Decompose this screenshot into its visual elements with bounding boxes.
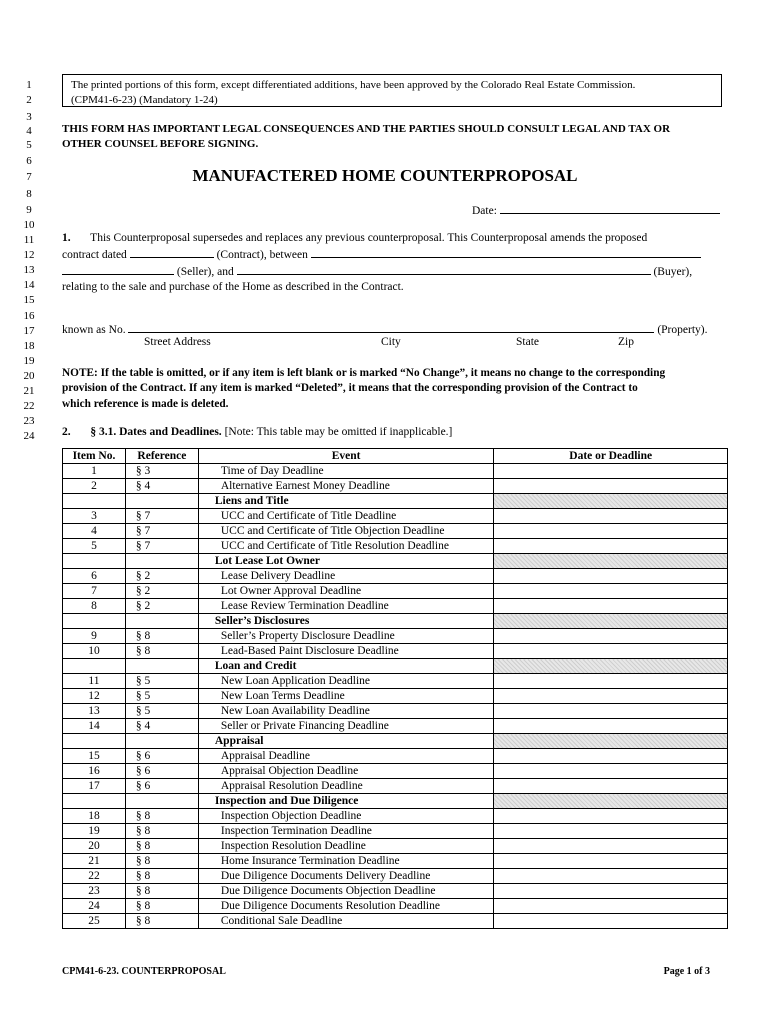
item-no-cell: 17 — [63, 779, 126, 794]
dates-deadlines-table — [62, 448, 728, 929]
table-row — [63, 899, 728, 914]
line-number: 20 — [23, 370, 35, 382]
table-row — [63, 704, 728, 719]
seller-name-field-2[interactable] — [62, 263, 174, 275]
shaded-cell — [494, 659, 728, 674]
section-heading-cell: Loan and Credit — [198, 659, 494, 674]
item-no-cell — [63, 494, 126, 509]
line-number: 1 — [26, 79, 32, 91]
section-1-line-1 — [62, 231, 728, 246]
known-as-label: known as No. — [62, 324, 126, 336]
line-number: 16 — [23, 310, 35, 322]
item-no-cell: 14 — [63, 719, 126, 734]
table-section-row — [63, 794, 728, 809]
line-number: 21 — [23, 385, 35, 397]
line-number: 13 — [23, 264, 35, 276]
event-cell: New Loan Terms Deadline — [198, 689, 494, 704]
reference-cell: § 5 — [125, 689, 198, 704]
date-deadline-cell[interactable] — [494, 464, 728, 479]
section-heading-cell: Liens and Title — [198, 494, 494, 509]
item-no-cell: 19 — [63, 824, 126, 839]
property-address-field[interactable] — [128, 321, 654, 333]
buyer-label: (Buyer), — [653, 266, 693, 278]
section-1-text: This Counterproposal supersedes and replaces any previous counterproposal. This Counterproposal amends the proposed — [90, 232, 648, 244]
section-heading-cell: Lot Lease Lot Owner — [198, 554, 494, 569]
section-2-note-label: [Note: — [224, 426, 254, 438]
seller-name-field-1[interactable] — [311, 246, 701, 258]
line-number: 22 — [23, 400, 35, 412]
reference-cell: § 6 — [125, 779, 198, 794]
item-no-cell — [63, 794, 126, 809]
reference-cell: § 2 — [125, 599, 198, 614]
item-no-cell: 9 — [63, 629, 126, 644]
event-cell: Appraisal Resolution Deadline — [198, 779, 494, 794]
event-cell: Due Diligence Documents Resolution Deadline — [198, 899, 494, 914]
event-cell: UCC and Certificate of Title Resolution Deadline — [198, 539, 494, 554]
header-event: Event — [198, 449, 494, 464]
reference-cell: § 5 — [125, 704, 198, 719]
table-row — [63, 599, 728, 614]
item-no-cell: 18 — [63, 809, 126, 824]
item-no-cell: 8 — [63, 599, 126, 614]
date-field[interactable] — [500, 202, 720, 214]
reference-cell — [125, 794, 198, 809]
reference-cell — [125, 659, 198, 674]
table-row — [63, 629, 728, 644]
table-row — [63, 584, 728, 599]
reference-cell: § 4 — [125, 479, 198, 494]
item-no-cell — [63, 554, 126, 569]
date-deadline-cell[interactable] — [494, 479, 728, 494]
section-1-line-3 — [62, 263, 728, 280]
header-date-deadline: Date or Deadline — [494, 449, 728, 464]
date-deadline-cell[interactable] — [494, 674, 728, 689]
line-number: 3 — [26, 111, 32, 123]
section-heading-cell: Appraisal — [198, 734, 494, 749]
zip-label: Zip — [618, 336, 634, 348]
item-no-cell: 25 — [63, 914, 126, 929]
reference-cell: § 8 — [125, 839, 198, 854]
line-number: 7 — [26, 171, 32, 183]
contract-date-field[interactable] — [130, 246, 214, 258]
reference-cell: § 8 — [125, 644, 198, 659]
item-no-cell: 11 — [63, 674, 126, 689]
note-block — [62, 366, 728, 412]
line-number: 18 — [23, 340, 35, 352]
event-cell: Due Diligence Documents Delivery Deadline — [198, 869, 494, 884]
event-cell: Lease Review Termination Deadline — [198, 599, 494, 614]
section-1-line-2 — [62, 246, 728, 263]
property-label: (Property). — [657, 324, 708, 336]
date-line — [472, 202, 720, 217]
section-heading-cell: Inspection and Due Diligence — [198, 794, 494, 809]
line-number: 4 — [26, 125, 32, 137]
item-no-cell — [63, 734, 126, 749]
section-1 — [62, 231, 728, 295]
footer-form-id: CPM41-6-23. COUNTERPROPOSAL — [62, 966, 226, 977]
line-number: 10 — [23, 219, 35, 231]
line-number: 12 — [23, 249, 35, 261]
table-section-row — [63, 659, 728, 674]
reference-cell: § 7 — [125, 539, 198, 554]
item-no-cell: 4 — [63, 524, 126, 539]
date-deadline-cell[interactable] — [494, 524, 728, 539]
event-cell: Seller or Private Financing Deadline — [198, 719, 494, 734]
table-row — [63, 839, 728, 854]
item-no-cell: 13 — [63, 704, 126, 719]
section-1-line-4: relating to the sale and purchase of the Home as described in the Contract. — [62, 281, 404, 293]
item-no-cell: 16 — [63, 764, 126, 779]
buyer-name-field[interactable] — [237, 263, 651, 275]
table-row — [63, 644, 728, 659]
line-number: 24 — [23, 430, 35, 442]
date-deadline-cell[interactable] — [494, 839, 728, 854]
date-deadline-cell[interactable] — [494, 854, 728, 869]
table-row — [63, 719, 728, 734]
footer-page-number: Page 1 of 3 — [663, 966, 710, 977]
table-row — [63, 809, 728, 824]
date-deadline-cell[interactable] — [494, 569, 728, 584]
event-cell: Inspection Objection Deadline — [198, 809, 494, 824]
commission-notice — [62, 74, 722, 107]
reference-cell: § 2 — [125, 569, 198, 584]
event-cell: New Loan Application Deadline — [198, 674, 494, 689]
notice-line-2: (CPM41-6-23) (Mandatory 1-24) — [71, 94, 218, 106]
page-title: MANUFACTERED HOME COUNTERPROPOSAL — [192, 166, 578, 185]
header-item-no: Item No. — [63, 449, 126, 464]
item-no-cell: 7 — [63, 584, 126, 599]
event-cell: Time of Day Deadline — [198, 464, 494, 479]
date-deadline-cell[interactable] — [494, 869, 728, 884]
item-no-cell — [63, 659, 126, 674]
notice-line-1: The printed portions of this form, except differentiated additions, have been approved by the Colorado Real Estate Commission. — [71, 79, 636, 91]
item-no-cell: 20 — [63, 839, 126, 854]
reference-cell — [125, 554, 198, 569]
event-cell: UCC and Certificate of Title Deadline — [198, 509, 494, 524]
note-line-1: NOTE: If the table is omitted, or if any item is left blank or is marked “No Change”, it means no change to the corresponding — [62, 367, 666, 379]
event-cell: New Loan Availability Deadline — [198, 704, 494, 719]
reference-cell: § 8 — [125, 914, 198, 929]
line-number: 6 — [26, 155, 32, 167]
warning-line-1: THIS FORM HAS IMPORTANT LEGAL CONSEQUENCES AND THE PARTIES SHOULD CONSULT LEGAL AND TAX OR — [62, 123, 671, 135]
reference-cell: § 7 — [125, 524, 198, 539]
event-cell: Lease Delivery Deadline — [198, 569, 494, 584]
date-deadline-cell[interactable] — [494, 884, 728, 899]
date-deadline-cell[interactable] — [494, 584, 728, 599]
item-no-cell: 23 — [63, 884, 126, 899]
line-number: 23 — [23, 415, 35, 427]
event-cell: Seller’s Property Disclosure Deadline — [198, 629, 494, 644]
city-label: City — [381, 336, 401, 348]
reference-cell — [125, 494, 198, 509]
contract-between-label: (Contract), between — [216, 249, 308, 261]
reference-cell: § 4 — [125, 719, 198, 734]
event-cell: Lead-Based Paint Disclosure Deadline — [198, 644, 494, 659]
item-no-cell: 12 — [63, 689, 126, 704]
table-row — [63, 689, 728, 704]
reference-cell: § 5 — [125, 674, 198, 689]
table-row — [63, 464, 728, 479]
warning-line-2: OTHER COUNSEL BEFORE SIGNING. — [62, 138, 259, 150]
date-deadline-cell[interactable] — [494, 914, 728, 929]
line-number: 15 — [23, 294, 35, 306]
table-section-row — [63, 734, 728, 749]
item-no-cell — [63, 614, 126, 629]
table-row — [63, 524, 728, 539]
table-row — [63, 869, 728, 884]
date-label: Date: — [472, 205, 497, 217]
event-cell: Conditional Sale Deadline — [198, 914, 494, 929]
reference-cell: § 8 — [125, 809, 198, 824]
shaded-cell — [494, 494, 728, 509]
line-number: 11 — [23, 234, 35, 246]
contract-dated-label: contract dated — [62, 249, 127, 261]
event-cell: Due Diligence Documents Objection Deadline — [198, 884, 494, 899]
item-no-cell: 22 — [63, 869, 126, 884]
line-number: 5 — [26, 139, 32, 151]
event-cell: Alternative Earnest Money Deadline — [198, 479, 494, 494]
shaded-cell — [494, 734, 728, 749]
date-deadline-cell[interactable] — [494, 689, 728, 704]
date-deadline-cell[interactable] — [494, 899, 728, 914]
reference-cell: § 6 — [125, 749, 198, 764]
event-cell: Appraisal Deadline — [198, 749, 494, 764]
item-no-cell: 3 — [63, 509, 126, 524]
reference-cell: § 3 — [125, 464, 198, 479]
table-row — [63, 749, 728, 764]
section-2-note: This table may be omitted if inapplicable.] — [256, 426, 453, 438]
section-1-number: 1. — [62, 232, 71, 244]
table-row — [63, 884, 728, 899]
event-cell: UCC and Certificate of Title Objection Deadline — [198, 524, 494, 539]
table-header-row — [63, 449, 728, 464]
table-section-row — [63, 494, 728, 509]
reference-cell — [125, 734, 198, 749]
line-number: 17 — [23, 325, 35, 337]
reference-cell: § 8 — [125, 884, 198, 899]
date-deadline-cell[interactable] — [494, 779, 728, 794]
table-row — [63, 779, 728, 794]
shaded-cell — [494, 794, 728, 809]
line-number: 19 — [23, 355, 35, 367]
date-deadline-cell[interactable] — [494, 629, 728, 644]
reference-cell: § 8 — [125, 629, 198, 644]
header-reference: Reference — [125, 449, 198, 464]
item-no-cell: 1 — [63, 464, 126, 479]
table-row — [63, 674, 728, 689]
line-number: 9 — [26, 204, 32, 216]
legal-warning — [62, 122, 670, 152]
event-cell: Appraisal Objection Deadline — [198, 764, 494, 779]
section-2-title: § 3.1. Dates and Deadlines. — [90, 426, 222, 438]
date-deadline-cell[interactable] — [494, 824, 728, 839]
item-no-cell: 10 — [63, 644, 126, 659]
event-cell: Home Insurance Termination Deadline — [198, 854, 494, 869]
table-row — [63, 569, 728, 584]
shaded-cell — [494, 614, 728, 629]
date-deadline-cell[interactable] — [494, 539, 728, 554]
reference-cell: § 8 — [125, 869, 198, 884]
line-number: 14 — [23, 279, 35, 291]
date-deadline-cell[interactable] — [494, 644, 728, 659]
line-number: 2 — [26, 94, 32, 106]
item-no-cell: 2 — [63, 479, 126, 494]
note-line-2: provision of the Contract. If any item is marked “Deleted”, it means that the corresponding provision of the Contract to — [62, 382, 638, 395]
table-row — [63, 539, 728, 554]
section-2-heading — [62, 426, 452, 438]
reference-cell: § 8 — [125, 899, 198, 914]
section-heading-cell: Seller’s Disclosures — [198, 614, 494, 629]
note-line-3: which reference is made is deleted. — [62, 397, 229, 410]
line-number: 8 — [26, 188, 32, 200]
event-cell: Lot Owner Approval Deadline — [198, 584, 494, 599]
table-section-row — [63, 614, 728, 629]
reference-cell: § 2 — [125, 584, 198, 599]
item-no-cell: 5 — [63, 539, 126, 554]
date-deadline-cell[interactable] — [494, 704, 728, 719]
street-label: Street Address — [144, 336, 211, 348]
section-2-number: 2. — [62, 426, 71, 438]
table-row — [63, 914, 728, 929]
item-no-cell: 6 — [63, 569, 126, 584]
item-no-cell: 24 — [63, 899, 126, 914]
date-deadline-cell[interactable] — [494, 599, 728, 614]
reference-cell: § 8 — [125, 854, 198, 869]
item-no-cell: 21 — [63, 854, 126, 869]
reference-cell: § 8 — [125, 824, 198, 839]
table-row — [63, 764, 728, 779]
table-row — [63, 854, 728, 869]
event-cell: Inspection Resolution Deadline — [198, 839, 494, 854]
reference-cell: § 7 — [125, 509, 198, 524]
date-deadline-cell[interactable] — [494, 809, 728, 824]
date-deadline-cell[interactable] — [494, 719, 728, 734]
reference-cell: § 6 — [125, 764, 198, 779]
date-deadline-cell[interactable] — [494, 509, 728, 524]
table-section-row — [63, 554, 728, 569]
state-label: State — [516, 336, 539, 348]
shaded-cell — [494, 554, 728, 569]
table-row — [63, 824, 728, 839]
reference-cell — [125, 614, 198, 629]
seller-label: (Seller), and — [176, 266, 234, 278]
item-no-cell: 15 — [63, 749, 126, 764]
table-row — [63, 479, 728, 494]
table-row — [63, 509, 728, 524]
event-cell: Inspection Termination Deadline — [198, 824, 494, 839]
date-deadline-cell[interactable] — [494, 764, 728, 779]
date-deadline-cell[interactable] — [494, 749, 728, 764]
